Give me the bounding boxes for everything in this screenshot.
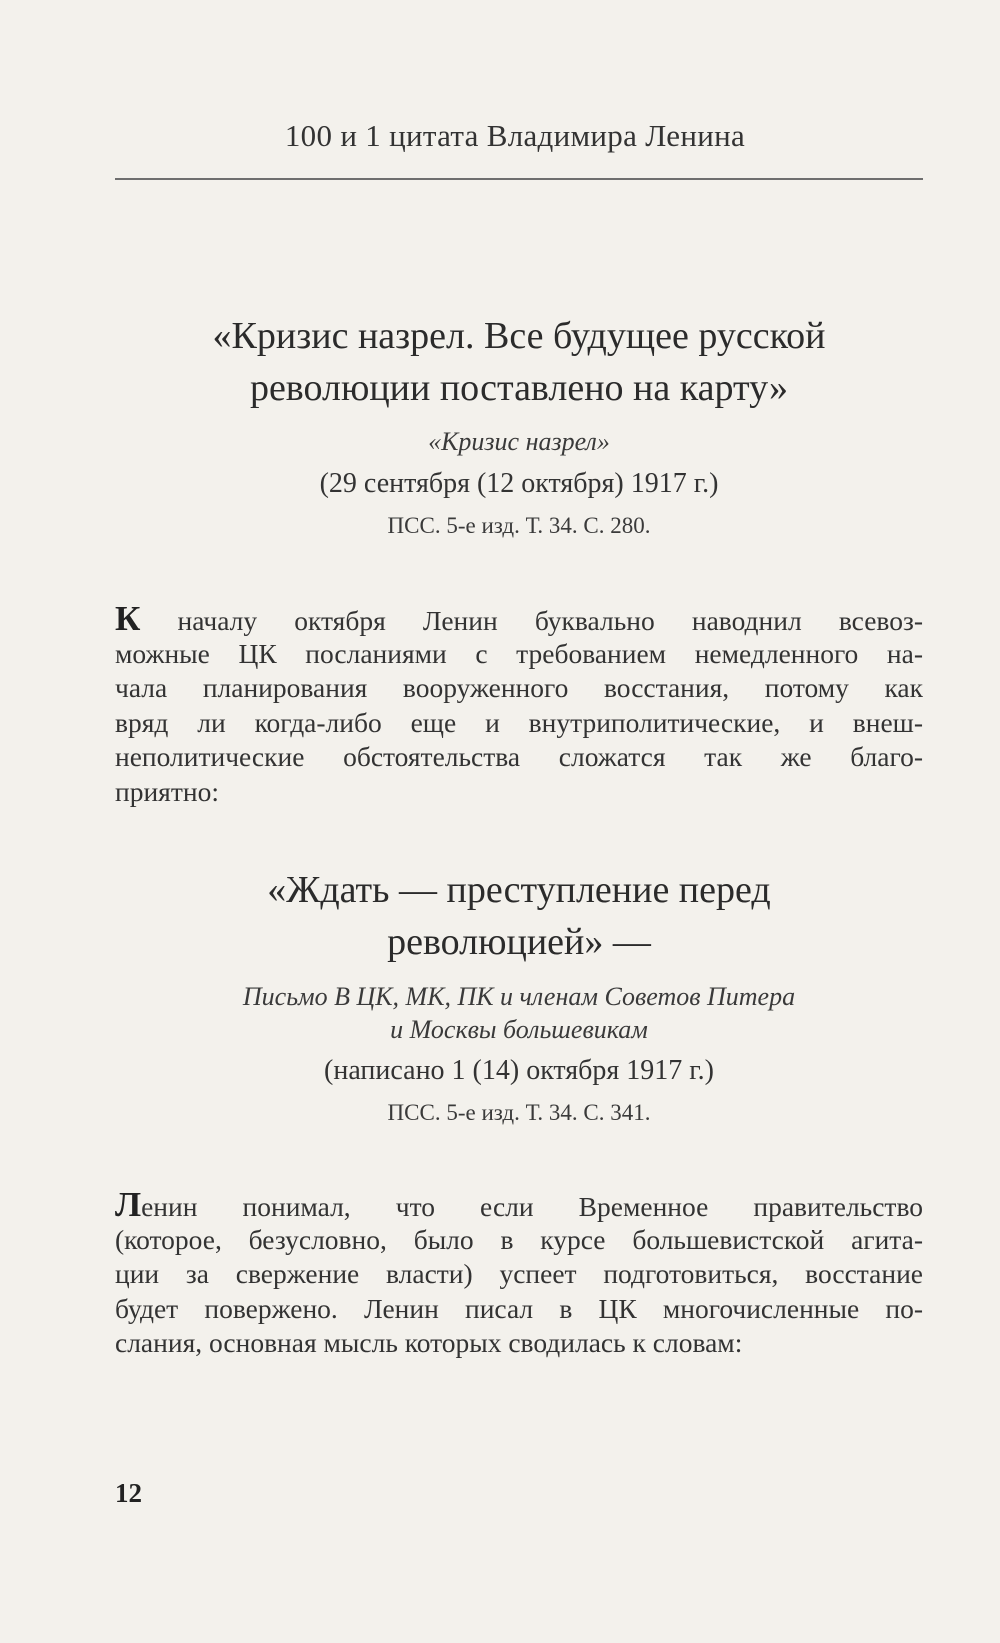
quote-line: революции поставлено на карту» [249,367,789,409]
source-title-line: Письмо В ЦК, МК, ПК и членам Советов Питера [242,982,796,1011]
quote-zhdat-prestuplenie [115,864,923,968]
body-paragraph-2 [115,1185,923,1361]
quote-line: «Ждать — преступление перед [267,869,771,911]
running-head: 100 и 1 цитата Владимира Ленина [284,118,746,153]
quote-kriziz-nazrel [115,310,923,414]
body-paragraph-1 [115,599,923,809]
drop-cap: Л [115,1185,142,1224]
paragraph-line: приятно: [115,775,219,807]
quote-source-date: (29 сентября (12 октября) 1917 г.) [319,468,719,499]
quote-reference: ПСС. 5-е изд. Т. 34. С. 280. [387,513,651,538]
page-number: 12 [115,1478,142,1508]
quote-line: «Кризис назрел. Все будущее русской [212,315,826,357]
paragraph-line: неполитические обстоятельства сложатся так же благо- [115,741,923,772]
paragraph-line: чала планирования вооруженного восстания, потому как [115,672,923,703]
quote-line: революцией» — [387,921,651,963]
paragraph-line: (которое, безусловно, было в курсе большевистской агита- [115,1223,923,1255]
source-title-line: и Москвы большевикам [390,1015,648,1044]
paragraph-line: будет повержено. Ленин писал в ЦК многочисленные по- [115,1292,923,1324]
header-rule [115,178,923,180]
paragraph-line: ции за свержение власти) успеет подготовиться, восстание [115,1258,923,1289]
paragraph-line: К началу октября Ленин буквально наводнил всевоз- [115,599,923,638]
quote-source-date: (написано 1 (14) октября 1917 г.) [324,1055,714,1086]
paragraph-line: Ленин понимал, что если Временное правительство [115,1185,923,1224]
paragraph-line: слания, основная мысль которых сводилась к словам: [115,1327,743,1358]
drop-cap: К [115,599,141,638]
quote-source-title [115,980,923,1046]
quote-reference: ПСС. 5-е изд. Т. 34. С. 341. [387,1100,651,1125]
source-title-line: «Кризис назрел» [428,427,610,456]
paragraph-line: вряд ли когда-либо еще и внутриполитические, и внеш- [115,706,923,738]
paragraph-line: можные ЦК посланиями с требованием немедленного на- [115,637,923,669]
quote-source-title [115,425,923,458]
